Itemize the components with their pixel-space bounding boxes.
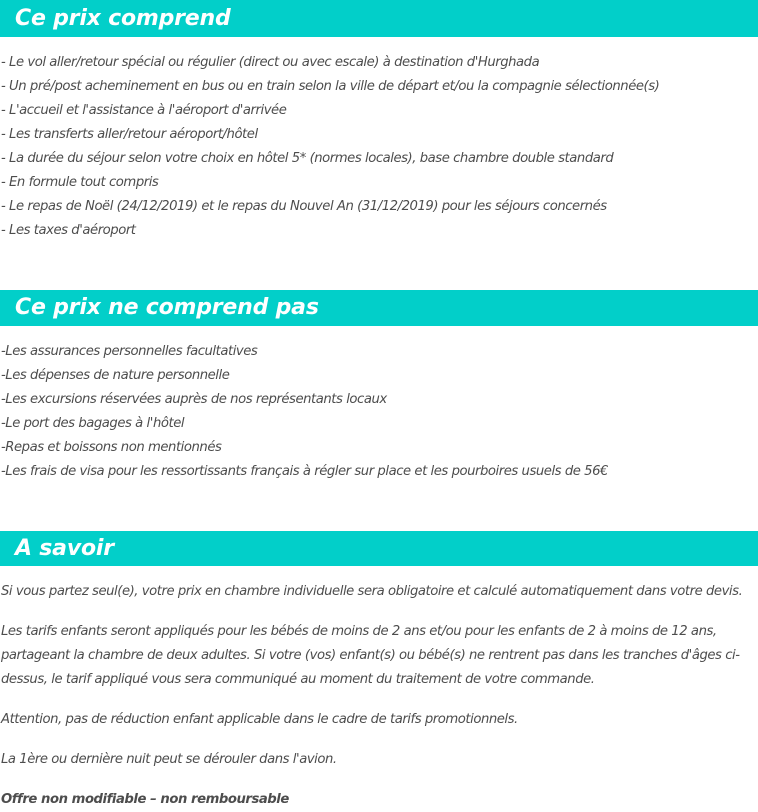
included-list [0, 51, 758, 243]
section-title-excluded: Ce prix ne comprend pas [15, 295, 319, 320]
note-paragraph-emphasis: Offre non modifiable – non remboursable [1, 792, 289, 807]
list-item: -Les assurances personnelles facultatives [1, 344, 258, 359]
list-item: -Les frais de visa pour les ressortissants français à régler sur place et les pourboires usuels de 56€ [1, 464, 608, 479]
list-item: - Le repas de Noël (24/12/2019) et le repas du Nouvel An (31/12/2019) pour les séjours concernés [1, 199, 607, 214]
list-item: - Les taxes d'aéroport [1, 223, 136, 238]
excluded-list [0, 340, 758, 484]
note-paragraph: Attention, pas de réduction enfant applicable dans le cadre de tarifs promotionnels. [1, 712, 518, 727]
note-paragraph: Les tarifs enfants seront appliqués pour les bébés de moins de 2 ans et/ou pour les enfants de 2 à moins de 12 ans, partageant la chambre de deux adultes. Si votre (vos) enfant(s) ou bébé(s) ne rentrent pas dans les tranches d'âges ci-dessus, le tarif appliqué vous sera communiqué au moment du traitement de votre commande. [1, 624, 740, 687]
section-header-included [0, 0, 758, 37]
list-item: - La durée du séjour selon votre choix en hôtel 5* (normes locales), base chambre double standard [1, 151, 614, 166]
list-item: -Les excursions réservées auprès de nos représentants locaux [1, 392, 387, 407]
note-paragraph: Si vous partez seul(e), votre prix en chambre individuelle sera obligatoire et calculé automatiquement dans votre devis. [1, 584, 743, 599]
section-title-notes: A savoir [15, 535, 114, 561]
section-header-excluded [0, 290, 758, 326]
section-title-included: Ce prix comprend [15, 5, 231, 31]
list-item: - Le vol aller/retour spécial ou régulier (direct ou avec escale) à destination d'Hurghada [1, 55, 540, 70]
list-item: - Les transferts aller/retour aéroport/hôtel [1, 127, 258, 142]
list-item: - En formule tout compris [1, 175, 159, 190]
list-item: -Les dépenses de nature personnelle [1, 368, 230, 383]
list-item: - Un pré/post acheminement en bus ou en train selon la ville de départ et/ou la compagnie sélectionnée(s) [1, 79, 660, 94]
notes-block [0, 580, 758, 812]
list-item: -Repas et boissons non mentionnés [1, 440, 222, 455]
list-item: -Le port des bagages à l'hôtel [1, 416, 185, 431]
list-item: - L'accueil et l'assistance à l'aéroport d'arrivée [1, 103, 287, 118]
section-header-notes [0, 531, 758, 566]
note-paragraph: La 1ère ou dernière nuit peut se dérouler dans l'avion. [1, 752, 337, 767]
